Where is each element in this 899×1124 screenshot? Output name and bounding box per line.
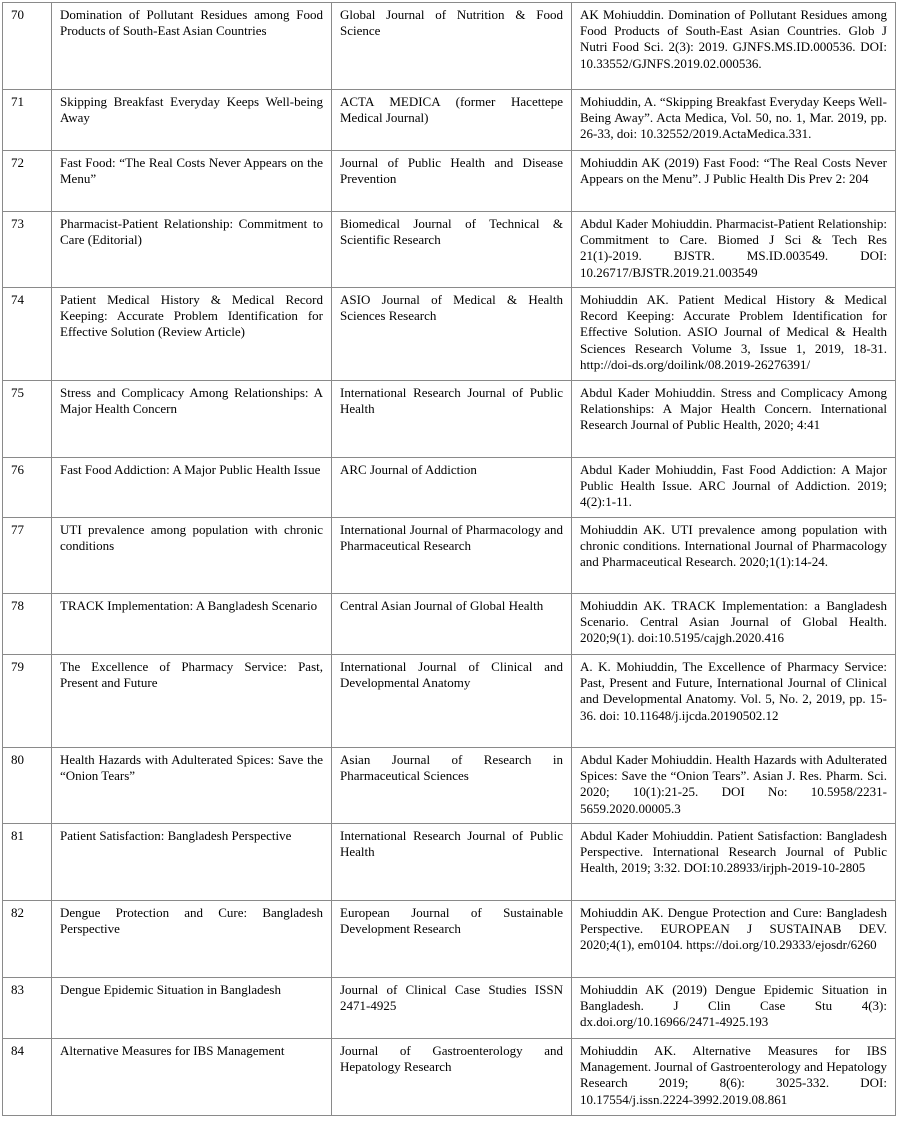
journal-name: International Journal of Clinical and Developmental Anatomy [332,655,572,748]
row-number: 70 [3,3,52,90]
row-number: 73 [3,212,52,288]
journal-name: ACTA MEDICA (former Hacettepe Medical Journal) [332,90,572,151]
table-row [3,1039,896,1116]
row-number: 78 [3,594,52,655]
row-number: 72 [3,151,52,212]
citation-text: Mohiuddin AK (2019) Dengue Epidemic Situation in Bangladesh. J Clin Case Stu 4(3): dx.doi.org/10.16966/2471-4925.193 [572,978,896,1039]
citation-text: Mohiuddin, A. “Skipping Breakfast Everyday Keeps Well-Being Away”. Acta Medica, Vol. 50, no. 1, Mar. 2019, pp. 26-33, doi: 10.32552/2019.ActaMedica.331. [572,90,896,151]
journal-name: International Research Journal of Public Health [332,381,572,458]
row-number: 74 [3,288,52,381]
article-title: Patient Medical History & Medical Record Keeping: Accurate Problem Identification for Effective Solution (Review Article) [52,288,332,381]
citation-text: Abdul Kader Mohiuddin. Pharmacist-Patient Relationship: Commitment to Care. Biomed J Sci & Tech Res 21(1)-2019. BJSTR. MS.ID.003549. DOI: 10.26717/BJSTR.2019.21.003549 [572,212,896,288]
row-number: 75 [3,381,52,458]
citation-text: Mohiuddin AK. Patient Medical History & Medical Record Keeping: Accurate Problem Identification for Effective Solution. ASIO Journal of Medical & Health Sciences Research Volume 3, Issue 1, 2019, 18-31. http://doi-ds.org/doilink/08.2019-26276391/ [572,288,896,381]
table-row [3,3,896,90]
article-title: Fast Food: “The Real Costs Never Appears on the Menu” [52,151,332,212]
table-row [3,748,896,824]
table-row [3,901,896,978]
journal-name: Journal of Public Health and Disease Prevention [332,151,572,212]
row-number: 71 [3,90,52,151]
journal-name: Journal of Gastroenterology and Hepatology Research [332,1039,572,1116]
table-row [3,212,896,288]
journal-name: ASIO Journal of Medical & Health Sciences Research [332,288,572,381]
journal-name: European Journal of Sustainable Development Research [332,901,572,978]
row-number: 80 [3,748,52,824]
journal-name: Journal of Clinical Case Studies ISSN 2471-4925 [332,978,572,1039]
article-title: Pharmacist-Patient Relationship: Commitment to Care (Editorial) [52,212,332,288]
article-title: The Excellence of Pharmacy Service: Past, Present and Future [52,655,332,748]
citation-text: AK Mohiuddin. Domination of Pollutant Residues among Food Products of South-East Asian Countries. Glob J Nutri Food Sci. 2(3): 2019. GJNFS.MS.ID.000536. DOI: 10.33552/GJNFS.2019.02.000536. [572,3,896,90]
article-title: Fast Food Addiction: A Major Public Health Issue [52,458,332,518]
row-number: 83 [3,978,52,1039]
table-row [3,518,896,594]
row-number: 76 [3,458,52,518]
article-title: Skipping Breakfast Everyday Keeps Well-being Away [52,90,332,151]
journal-name: ARC Journal of Addiction [332,458,572,518]
article-title: Alternative Measures for IBS Management [52,1039,332,1116]
article-title: Patient Satisfaction: Bangladesh Perspective [52,824,332,901]
row-number: 77 [3,518,52,594]
citation-text: Abdul Kader Mohiuddin. Stress and Complicacy Among Relationships: A Major Health Concern. International Research Journal of Public Health, 2020; 4:41 [572,381,896,458]
row-number: 82 [3,901,52,978]
citation-text: Abdul Kader Mohiuddin. Patient Satisfaction: Bangladesh Perspective. International Research Journal of Public Health, 2019; 3:32. DOI:10.28933/irjph-2019-10-2805 [572,824,896,901]
article-title: Dengue Epidemic Situation in Bangladesh [52,978,332,1039]
publications-table [2,2,896,1116]
table-row [3,594,896,655]
table-row [3,288,896,381]
journal-name: Central Asian Journal of Global Health [332,594,572,655]
journal-name: International Research Journal of Public Health [332,824,572,901]
article-title: Health Hazards with Adulterated Spices: Save the “Onion Tears” [52,748,332,824]
table-row [3,655,896,748]
table-row [3,90,896,151]
citation-text: Abdul Kader Mohiuddin. Health Hazards with Adulterated Spices: Save the “Onion Tears”. Asian J. Res. Pharm. Sci. 2020; 10(1):21-25. DOI No: 10.5958/2231-5659.2020.00005.3 [572,748,896,824]
citation-text: Mohiuddin AK. Alternative Measures for IBS Management. Journal of Gastroenterology and Hepatology Research 2019; 8(6): 3025-332. DOI: 10.17554/j.issn.2224-3992.2019.08.861 [572,1039,896,1116]
citation-text: Mohiuddin AK. UTI prevalence among population with chronic conditions. International Journal of Pharmacology and Pharmaceutical Research. 2020;1(1):14-24. [572,518,896,594]
row-number: 84 [3,1039,52,1116]
citation-text: Mohiuddin AK. Dengue Protection and Cure: Bangladesh Perspective. EUROPEAN J SUSTAINAB DEV. 2020;4(1), em0104. https://doi.org/10.29333/ejosdr/6260 [572,901,896,978]
row-number: 79 [3,655,52,748]
citation-text: Abdul Kader Mohiuddin, Fast Food Addiction: A Major Public Health Issue. ARC Journal of Addiction. 2019; 4(2):1-11. [572,458,896,518]
article-title: Domination of Pollutant Residues among Food Products of South-East Asian Countries [52,3,332,90]
publications-table-body [3,3,896,1116]
citation-text: Mohiuddin AK (2019) Fast Food: “The Real Costs Never Appears on the Menu”. J Public Health Dis Prev 2: 204 [572,151,896,212]
article-title: Stress and Complicacy Among Relationships: A Major Health Concern [52,381,332,458]
citation-text: Mohiuddin AK. TRACK Implementation: a Bangladesh Scenario. Central Asian Journal of Global Health. 2020;9(1). doi:10.5195/cajgh.2020.416 [572,594,896,655]
row-number: 81 [3,824,52,901]
table-row [3,458,896,518]
article-title: TRACK Implementation: A Bangladesh Scenario [52,594,332,655]
table-row [3,978,896,1039]
citation-text: A. K. Mohiuddin, The Excellence of Pharmacy Service: Past, Present and Future, International Journal of Clinical and Developmental Anatomy. Vol. 5, No. 2, 2019, pp. 15-36. doi: 10.11648/j.ijcda.20190502.12 [572,655,896,748]
table-row [3,824,896,901]
table-row [3,381,896,458]
article-title: Dengue Protection and Cure: Bangladesh Perspective [52,901,332,978]
table-row [3,151,896,212]
journal-name: Global Journal of Nutrition & Food Science [332,3,572,90]
journal-name: Asian Journal of Research in Pharmaceutical Sciences [332,748,572,824]
article-title: UTI prevalence among population with chronic conditions [52,518,332,594]
journal-name: Biomedical Journal of Technical & Scientific Research [332,212,572,288]
journal-name: International Journal of Pharmacology and Pharmaceutical Research [332,518,572,594]
